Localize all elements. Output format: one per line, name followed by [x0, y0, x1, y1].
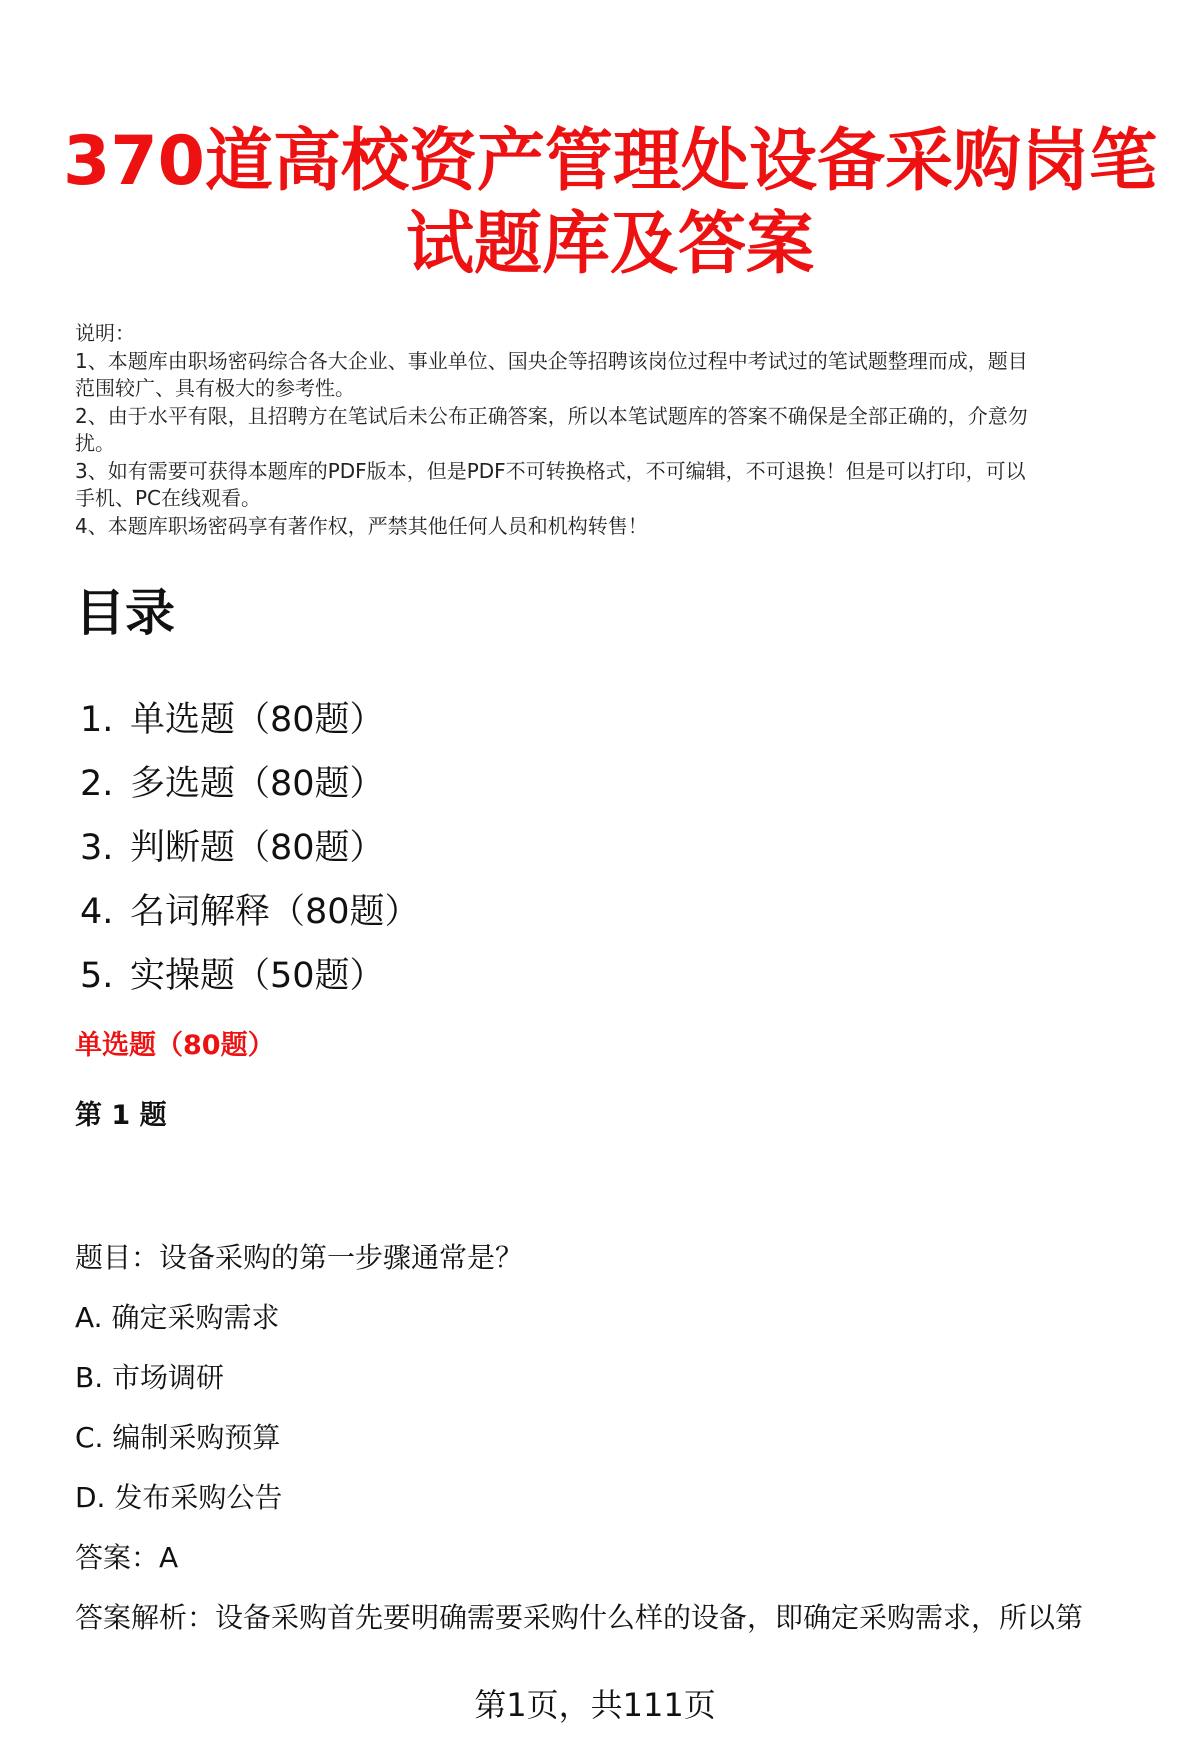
- toc-item-number: 5.: [80, 956, 114, 996]
- toc-item-single-choice[interactable]: [80, 688, 420, 752]
- notes-line: 范围较广、具有极大的参考性。: [75, 376, 355, 400]
- option-b: B. 市场调研: [75, 1361, 225, 1394]
- answer: 答案：A: [75, 1541, 179, 1574]
- question-prompt: 题目：设备采购的第一步骤通常是？: [75, 1241, 524, 1274]
- table-of-contents: [80, 688, 420, 1008]
- toc-item-number: 4.: [80, 892, 114, 932]
- option-d: D. 发布采购公告: [75, 1481, 283, 1514]
- toc-item-number: 2.: [80, 764, 114, 804]
- toc-item-term-definition[interactable]: [80, 880, 420, 944]
- document-title-line-2: 试题库及答案: [405, 205, 814, 284]
- notes-line: 扰。: [75, 431, 115, 455]
- notes-line: 4、本题库职场密码享有著作权，严禁其他任何人员和机构转售！: [75, 513, 648, 538]
- toc-item-label: 多选题（80题）: [130, 764, 385, 804]
- answer-explanation: 答案解析：设备采购首先要明确需要采购什么样的设备，即确定采购需求，所以第: [75, 1601, 1084, 1634]
- page-footer: 第1页，共111页: [474, 1686, 716, 1724]
- option-c: C. 编制采购预算: [75, 1421, 281, 1454]
- toc-heading: 目录: [75, 584, 175, 642]
- toc-item-label: 名词解释（80题）: [130, 892, 420, 932]
- toc-item-practical[interactable]: [80, 944, 420, 1008]
- question-number: 第 1 题: [75, 1100, 167, 1131]
- question-block: [75, 1238, 1165, 1658]
- toc-item-true-false[interactable]: [80, 816, 420, 880]
- notes-line: 2、由于水平有限，且招聘方在笔试后未公布正确答案，所以本笔试题库的答案不确保是全部正确的，介意勿: [75, 403, 1028, 428]
- toc-item-number: 1.: [80, 700, 114, 740]
- toc-item-label: 实操题（50题）: [130, 956, 385, 996]
- toc-item-number: 3.: [80, 828, 114, 868]
- option-a: A. 确定采购需求: [75, 1301, 280, 1334]
- document-title-line-1: 370道高校资产管理处设备采购岗笔: [63, 122, 1157, 201]
- notes-label: 说明：: [75, 321, 135, 345]
- notes-line: 1、本题库由职场密码综合各大企业、事业单位、国央企等招聘该岗位过程中考试过的笔试题整理而成，题目: [75, 348, 1028, 373]
- toc-item-multiple-choice[interactable]: [80, 752, 420, 816]
- section-title: 单选题（80题）: [75, 1030, 275, 1061]
- notes-line: 手机、PC在线观看。: [75, 486, 262, 510]
- notes-line: 3、如有需要可获得本题库的PDF版本，但是PDF不可转换格式，不可编辑，不可退换！但是可以打印，可以: [75, 458, 1026, 483]
- toc-item-label: 单选题（80题）: [130, 700, 385, 740]
- notes-block: [75, 320, 1155, 540]
- toc-item-label: 判断题（80题）: [130, 828, 385, 868]
